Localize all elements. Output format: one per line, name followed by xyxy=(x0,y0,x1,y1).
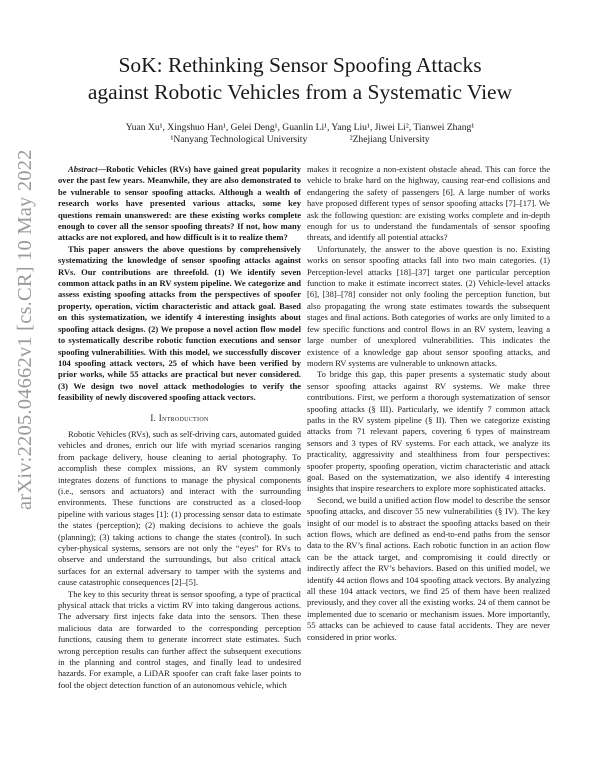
author-list: Yuan Xu¹, Xingshuo Han¹, Gelei Deng¹, Guanlin Li¹, Yang Liu¹, Jiwei Li², Tianwei Zhang¹ xyxy=(125,122,475,133)
affiliation-2: ²Zhejiang University xyxy=(349,134,430,145)
intro-paragraph-2: The key to this security threat is sensor spoofing, a type of practical physical attack that tricks a victim RV into taking dangerous actions. The adversary first injects fake data into the sensors. Then these malicious data are forwarded to the corresponding perception functions, causing them to generate incorrect state estimates. Such wrong perception results can further affect the subsequent executions in the planning and control stages, and finally lead to undesired hazards. For example, a LiDAR spoofer can craft fake laser points to fool the object detection function of an autonomous vehicle, which xyxy=(58,588,301,690)
affiliations xyxy=(40,134,560,146)
intro-paragraph-5: To bridge this gap, this paper presents a systematic study about sensor spoofing attacks against RV systems. We make three contributions. First, we perform a thorough systematization of sensor spoofing attacks (§ III). Particularly, we identify 7 common attack paths in the RV system pipeline (§ II). Then we categorize existing attacks from 71 relevant papers, covering 6 types of mainstream sensors and 3 types of RV systems. For each attack, we analyze its practicality, aggressivity and stealthiness from four perspectives: spoofer property, spoofing operation, victim characteristic and attack goal. Based on the systematization, we also identify 4 interesting insights that inspire researchers to explore more sophisticated attacks. xyxy=(307,369,550,494)
left-column xyxy=(58,164,301,691)
right-column xyxy=(307,164,550,643)
intro-paragraph-6: Second, we build a unified action flow model to describe the sensor spoofing attacks, and discover 55 new vulnerabilities (§ IV). The key insight of our model is to abstract the spoofing attacks based on their action flows, which are defined as end-to-end paths from the sensor data to the RV’s final actions. Each robotic function in an action flow can be the attack target, and compromising it could directly or indirectly affect the RV’s behaviors. Based on this unified model, we identify 44 action flows and 104 spoofing attack vectors. By analyzing all these 104 attack vectors, we find 25 of them have been realized previously, and they cover all the existing works. 24 of them cannot be implemented due to scenario or mechanism issues. More importantly, 55 attacks can be achieved to cause fatal accidents. They are never considered in prior works. xyxy=(307,494,550,642)
abstract-text-1: —Robotic Vehicles (RVs) have gained great popularity over the past few years. Meanwhile, they are also demonstrated to be vulnerable to sensor spoofing attacks. Although a wealth of research works have presented various attacks, some key questions remain unanswered: are these existing works complete enough to cover all the sensor spoofing threats? If not, how many attacks are not explored, and how difficult is it to realize them? xyxy=(58,164,301,243)
section-heading xyxy=(58,413,301,424)
paper-title xyxy=(40,52,560,106)
intro-paragraph-1: Robotic Vehicles (RVs), such as self-driving cars, automated guided vehicles and drones, enrich our life with myriad scenarios ranging from package delivery, house cleaning to aerial photography. To accomplish these complex missions, an RV system commonly integrates dozens of functions to manage the physical components (i.e., sensors and actuators) and interact with the surrounding environments. These functions are constructed as a closed-loop pipeline with various stages [1]: (1) processing sensor data to estimate the states (perception); (2) making decisions to achieve the goals (planning); (3) taking actions to change the states (control). In such cyber-physical systems, sensors are not only the “eyes” for RVs to observe and understand the surroundings, but also critical attack surfaces for an external adversary to tamper with the systems and cause catastrophic consequences [2]–[5]. xyxy=(58,428,301,588)
arxiv-identifier: arXiv:2205.04662v1 [cs.CR] 10 May 2022 xyxy=(14,149,36,510)
intro-paragraph-4: Unfortunately, the answer to the above question is no. Existing works on sensor spoofing attacks fall into two main categories. (1) Perception-level attacks [18]–[37] target one particular perception function to make it estimate incorrect states. (2) Vehicle-level attacks [6], [38]–[78] consider not only fooling the perception function, but also propagating the wrong state estimates towards the subsequent stages and final actions. Both categories of works are only limited to a few specific functions and control flows in an RV system, leaving a large number of unexplored vulnerabilities. This indicates the existence of a knowledge gap about sensor spoofing attacks, and modern RV systems are vulnerable to unknown attacks. xyxy=(307,243,550,368)
section-title: Introduction xyxy=(158,412,209,423)
affiliation-1: ¹Nanyang Technological University xyxy=(170,134,308,145)
title-line-2: against Robotic Vehicles from a Systematic View xyxy=(87,80,513,104)
section-number: I. xyxy=(150,412,157,423)
abstract-paragraph-2: This paper answers the above questions by comprehensively systematizing the knowledge of sensor spoofing attacks against RVs. Our contributions are threefold. (1) We identify seven common attack paths in an RV system pipeline. We categorize and assess existing spoofing attacks from the perspectives of spoofer property, operation, victim characteristic and attack goal. Based on this systematization, we identify 4 interesting insights about spoofing attack designs. (2) We propose a novel action flow model to systematically describe robotic function executions and sensor spoofing vulnerabilities. With this model, we successfully discover 104 spoofing attack vectors, 25 of which have been verified by prior works, while 55 attacks are practical but never considered. (3) We design two novel attack methodologies to verify the feasibility of newly discovered spoofing attack vectors. xyxy=(58,243,301,403)
intro-paragraph-3: makes it recognize a non-existent obstacle ahead. This can force the vehicle to brake hard on the highway, causing rear-end collisions and endangering the safety of passengers [6]. A large number of works have proposed different types of sensor spoofing attacks [7]–[17]. We ask the following question: are existing works complete and in-depth enough for us to understand the fundamentals of sensor spoofing threats, and identify all potential attacks? xyxy=(307,164,550,243)
abstract xyxy=(58,164,301,404)
title-line-1: SoK: Rethinking Sensor Spoofing Attacks xyxy=(118,53,482,77)
abstract-label: Abstract xyxy=(68,164,98,174)
abstract-paragraph-1 xyxy=(58,164,301,244)
